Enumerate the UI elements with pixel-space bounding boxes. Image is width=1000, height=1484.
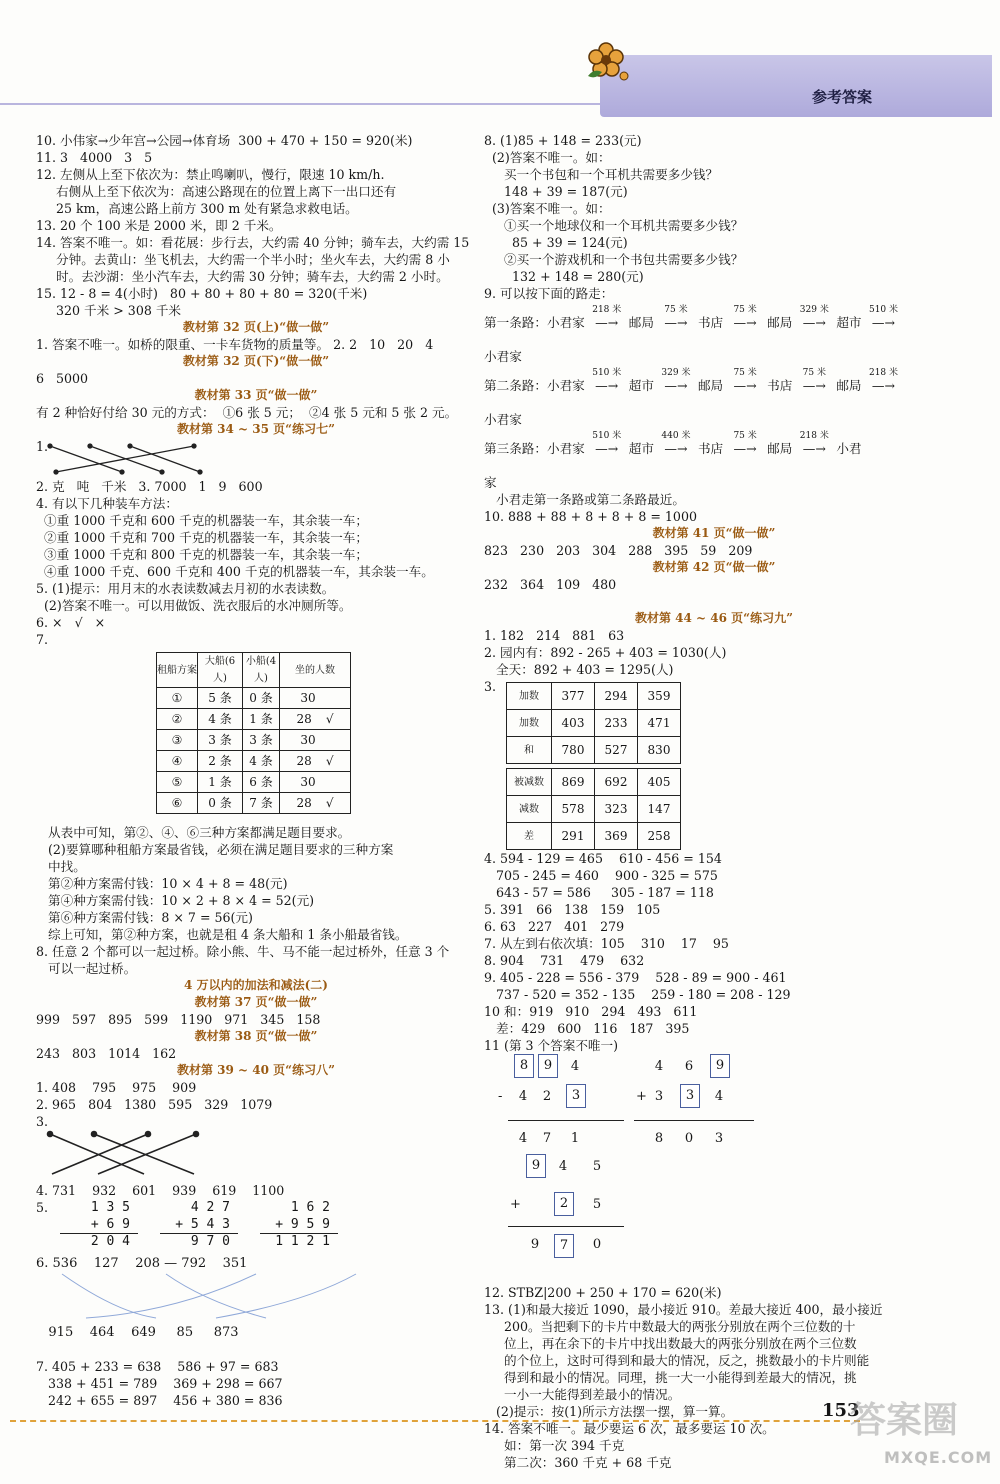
puzzle-digit: 5	[592, 1197, 602, 1212]
table-cell: 6 条	[243, 772, 280, 793]
arrow-icon: —→	[733, 378, 757, 393]
question-number: 3.	[484, 679, 497, 694]
puzzle-box: 2	[554, 1192, 574, 1216]
section-title: 教材第 32 页(下)“做一做”	[182, 354, 330, 368]
flower-icon	[578, 38, 634, 86]
route-label: 第一条路：小君家	[484, 315, 585, 330]
table-cell: ②	[157, 709, 198, 730]
route-end: 小君家	[484, 412, 522, 427]
arrow-icon: —→	[664, 315, 688, 330]
answer-line: 时。去沙湖：坐小汽车去，大约需 30 分钟；骑车去，大约需 2 小时。	[36, 269, 449, 284]
route-arrow	[585, 368, 629, 394]
route-arrow	[862, 368, 906, 394]
answer-line: 综上可知，第②种方案，也就是租 4 条大船和 1 条小船最省钱。	[36, 927, 408, 942]
answer-line: 7. 405 + 233 = 638 586 + 97 = 683	[36, 1359, 279, 1374]
header-rule	[0, 103, 612, 105]
watermark-url: MXQE.COM	[884, 1448, 993, 1467]
answer-line: 3.	[36, 1114, 49, 1129]
table-row	[157, 688, 351, 709]
answer-line: 232 364 109 480	[484, 577, 617, 592]
section-title: 教材第 39 ~ 40 页“练习八”	[177, 1063, 335, 1077]
table-header: 大船(6人)	[198, 653, 243, 688]
answer-line: 如：第一次 394 千克	[484, 1438, 625, 1453]
answer-line: 643 - 57 = 586 305 - 187 = 118	[484, 885, 714, 900]
table-cell: 233	[595, 710, 638, 737]
answer-line: 的个位上，这时可得到和最大的情况，反之，挑数最小的卡片则能	[484, 1353, 870, 1368]
puzzle-digit: 0	[684, 1131, 694, 1146]
section-title: 教材第 34 ~ 35 页“练习七”	[177, 422, 335, 436]
route-distance: 75 米	[664, 305, 688, 315]
puzzle-digit: 9	[530, 1237, 540, 1252]
table-cell: ①	[157, 688, 198, 709]
table-cell: 471	[638, 710, 681, 737]
table-cell: ⑤	[157, 772, 198, 793]
table-cell: 830	[638, 737, 681, 764]
answer-line: 第⑥种方案需付钱：8 × 7 = 56(元)	[36, 910, 253, 925]
vertical-sum-row: + 5 4 3	[175, 1217, 230, 1232]
route-distance: 510 米	[868, 305, 899, 315]
answer-line: 4. 594 - 129 = 465 610 - 456 = 154	[484, 851, 722, 866]
answer-line: 10 和：919 910 294 493 611	[484, 1004, 698, 1019]
sum-line	[260, 1233, 338, 1234]
table-cell: ⑥	[157, 793, 198, 814]
answer-line: 15. 12 - 8 = 4(小时) 80 + 80 + 80 + 80 = 320(千米)	[36, 286, 368, 301]
vertical-sum-row: + 6 9	[90, 1217, 130, 1232]
plus-sign: +	[636, 1089, 647, 1104]
left-column	[36, 132, 476, 1409]
table-cell: 323	[595, 796, 638, 823]
table-cell: 291	[552, 823, 595, 850]
route-stop: 书店	[697, 441, 724, 456]
answer-line: 320 千米 > 308 千米	[36, 303, 182, 318]
vertical-sum-row: 1 3 5	[75, 1200, 130, 1215]
table-cell: 差	[507, 823, 552, 850]
answer-line: 7.	[36, 632, 49, 647]
answer-line: 5. 391 66 138 159 105	[484, 902, 661, 917]
puzzle-digit: 4	[570, 1059, 580, 1074]
route-distance: 440 米	[661, 431, 691, 441]
route-distance: 329 米	[799, 305, 829, 315]
answer-line: 8. 任意 2 个都可以一起过桥。除小熊、牛、马不能一起过桥外，任意 3 个	[36, 944, 450, 959]
answer-line: (2)答案不唯一。如：	[484, 150, 611, 165]
puzzle-digit: 3	[654, 1089, 664, 1104]
table-cell: 294	[595, 683, 638, 710]
answer-line: 9. 405 - 228 = 556 - 379 528 - 89 = 900 - 461	[484, 970, 787, 985]
puzzle-digit: 4	[714, 1089, 724, 1104]
route-stop: 小君	[836, 441, 862, 456]
answer-line: 13. (1)和最大接近 1090，最小接近 910。差最大接近 400，最小接近	[484, 1302, 883, 1317]
table-cell: 377	[552, 683, 595, 710]
answer-line: 8. (1)85 + 148 = 233(元)	[484, 133, 642, 148]
section-title: 教材第 37 页“做一做”	[194, 995, 318, 1009]
table-header: 坐的人数	[280, 653, 351, 688]
answer-line: 6. × √ ×	[36, 615, 106, 630]
answer-line: 999 597 895 599 1190 971 345 158	[36, 1012, 321, 1027]
puzzle-digit: 0	[592, 1237, 602, 1252]
table-cell: 加数	[507, 710, 552, 737]
answer-line: 右侧从上至下依次为：高速公路现在的位置上离下一出口还有	[36, 184, 397, 199]
puzzle-box: 9	[710, 1054, 730, 1078]
matching-lines	[44, 438, 224, 478]
table-cell: 0 条	[243, 688, 280, 709]
vertical-sum-row: 4 2 7	[175, 1200, 230, 1215]
answer-line: 338 + 451 = 789 369 + 298 = 667	[36, 1376, 283, 1391]
answer-line: 13. 20 个 100 米是 2000 米，即 2 千米。	[36, 218, 282, 233]
answer-line: 4. 有以下几种装车方法：	[36, 496, 178, 511]
arrow-icon: —→	[871, 315, 896, 330]
answer-line: ②重 1000 千克和 700 千克的机器装一车，其余装一车；	[36, 530, 368, 545]
answer-line: ①买一个地球仪和一个耳机共需要多少钱？	[484, 218, 744, 233]
route-arrow	[792, 305, 836, 331]
table-row	[507, 823, 681, 850]
route-arrow	[792, 368, 836, 394]
route-row	[484, 365, 944, 411]
table-cell: 578	[552, 796, 595, 823]
answer-line: 14. 答案不唯一。最少要运 6 次，最多要运 10 次。	[484, 1421, 775, 1436]
table-cell: 3 条	[243, 730, 280, 751]
subtraction-table	[506, 768, 681, 850]
question-number: 1.	[36, 439, 49, 454]
route-stop: 邮局	[767, 441, 793, 456]
route-label: 第三条路：小君家	[484, 441, 585, 456]
arrow-icon: —→	[664, 378, 688, 393]
route-row	[484, 428, 944, 474]
route-distance: 218 米	[592, 305, 622, 315]
route-arrow	[792, 431, 836, 457]
check-mark: √	[325, 711, 334, 726]
sum-line	[634, 1120, 754, 1121]
table-cell: ④	[157, 751, 198, 772]
puzzle-box: 8	[514, 1054, 534, 1078]
sum-line	[160, 1233, 238, 1234]
puzzle-digit: 4	[518, 1089, 528, 1104]
table-row	[507, 737, 681, 764]
sum-line	[508, 1226, 624, 1227]
table-cell	[280, 730, 351, 751]
answer-line: (2)答案不唯一。可以用做饭、洗衣服后的水冲厕所等。	[36, 598, 352, 613]
table-cell	[280, 688, 351, 709]
table-cell: 403	[552, 710, 595, 737]
table-cell	[280, 751, 351, 772]
section-title: 教材第 38 页“做一做”	[194, 1029, 318, 1043]
answer-line: 10. 888 + 88 + 8 + 8 + 8 = 1000	[484, 509, 697, 524]
answer-line: (2)提示：按(1)所示方法摆一摆，算一算。	[484, 1404, 734, 1419]
route-stop: 邮局	[697, 378, 724, 393]
answer-line: 差：429 600 116 187 395	[484, 1021, 690, 1036]
answer-line: 737 - 520 = 352 - 135 259 - 180 = 208 - 129	[484, 987, 791, 1002]
answer-line: 14. 答案不唯一。如：看花展：步行去，大约需 40 分钟；骑车去，大约需 15	[36, 235, 470, 250]
answer-line: (3)答案不唯一。如：	[484, 201, 611, 216]
route-stop: 超市	[628, 441, 654, 456]
table-cell: 7 条	[243, 793, 280, 814]
sum-line	[60, 1233, 138, 1234]
addition-table	[506, 682, 681, 764]
arrow-icon: —→	[733, 315, 757, 330]
route-distance: 218 米	[799, 431, 829, 441]
right-column	[484, 132, 944, 1471]
route-stop: 邮局	[628, 315, 654, 330]
route-end: 小君家	[484, 349, 522, 364]
route-distance: 510 米	[592, 431, 622, 441]
route-arrow	[723, 305, 767, 331]
table-cell: 加数	[507, 683, 552, 710]
table-row	[157, 730, 351, 751]
puzzle-digit: 2	[542, 1089, 552, 1104]
vertical-sum-row: 1 1 2 1	[275, 1234, 330, 1249]
puzzle-digit: 3	[714, 1131, 724, 1146]
table-cell: 369	[595, 823, 638, 850]
table-row	[157, 709, 351, 730]
arrow-icon: —→	[595, 441, 619, 456]
answer-line: 全天：892 + 403 = 1295(人)	[484, 662, 674, 677]
table-cell	[280, 709, 351, 730]
puzzle-digit: 7	[542, 1131, 552, 1146]
answer-line: 11. 3 4000 3 5	[36, 150, 153, 165]
answer-line: 2. 965 804 1380 595 329 1079	[36, 1097, 273, 1112]
table-cell: 359	[638, 683, 681, 710]
header-band	[600, 55, 992, 117]
table-cell: 780	[552, 737, 595, 764]
answer-line: 6 5000	[36, 371, 89, 386]
puzzle-digit: 4	[558, 1159, 568, 1174]
puzzle-box: 9	[526, 1154, 546, 1178]
table-cell: 0 条	[198, 793, 243, 814]
puzzle-digit: 6	[684, 1059, 694, 1074]
route-distance: 75 米	[802, 368, 826, 378]
answer-line: 1. 408 795 975 909	[36, 1080, 197, 1095]
answer-line: 243 803 1014 162	[36, 1046, 177, 1061]
answer-line: 2. 克 吨 千米 3. 7000 1 9 600	[36, 479, 263, 494]
answer-line: 6. 536 127 208 — 792 351	[36, 1256, 248, 1271]
table-cell: 4 条	[198, 709, 243, 730]
answer-line: ①重 1000 千克和 600 千克的机器装一车，其余装一车；	[36, 513, 368, 528]
arrow-icon: —→	[595, 378, 619, 393]
puzzle-box: 3	[566, 1084, 586, 1108]
table-cell: 869	[552, 769, 595, 796]
puzzle-digit: 4	[518, 1131, 528, 1146]
table-row	[507, 710, 681, 737]
answer-line: 可以一起过桥。	[36, 961, 137, 976]
section-title: 教材第 33 页“做一做”	[194, 388, 318, 402]
answer-line: 买一个书包和一个耳机共需要多少钱？	[484, 167, 719, 182]
people-count: 30	[300, 774, 316, 789]
table-row	[157, 793, 351, 814]
answer-line: ③重 1000 千克和 800 千克的机器装一车，其余装一车；	[36, 547, 368, 562]
answer-line: ④重 1000 千克、600 千克和 400 千克的机器装一车，其余装一车。	[36, 564, 434, 579]
answer-line: 中找。	[36, 859, 86, 874]
answer-line: 10. 小伟家→少年宫→公园→体育场 300 + 470 + 150 = 920(米)	[36, 133, 413, 148]
table-cell: 405	[638, 769, 681, 796]
answer-line: 4. 731 932 601 939 619 1100	[36, 1183, 285, 1198]
sum-line	[508, 1120, 624, 1121]
puzzle-digit: 8	[654, 1131, 664, 1146]
route-distance: 75 米	[733, 431, 757, 441]
route-stop: 书店	[767, 378, 793, 393]
answer-line: (2)要算哪种租船方案最省钱，必须在满足题目要求的三种方案	[36, 842, 394, 857]
route-arrow	[585, 431, 629, 457]
table-cell: 258	[638, 823, 681, 850]
route-arrow	[862, 305, 906, 331]
table-cell: 2 条	[198, 751, 243, 772]
answer-line: 第二次：360 千克 + 68 千克	[484, 1455, 672, 1470]
check-mark: √	[325, 795, 334, 810]
answer-line: 242 + 655 = 897 456 + 380 = 836	[36, 1393, 283, 1408]
route-arrow	[723, 431, 767, 457]
page-number: 153	[822, 1400, 860, 1421]
table-cell	[280, 793, 351, 814]
puzzle-box: 9	[538, 1054, 558, 1078]
route-arrow	[585, 305, 629, 331]
matching-diagram	[36, 438, 476, 478]
route-arrow	[654, 431, 698, 457]
puzzle-box: 3	[680, 1084, 700, 1108]
answer-line: 位上，再在余下的卡片中找出数最大的两张分别放在两个三位数	[484, 1336, 857, 1351]
table-cell	[280, 772, 351, 793]
route-label: 第二条路：小君家	[484, 378, 585, 393]
answer-line: 从表中可知，第②、④、⑥三种方案都满足题目要求。	[36, 825, 351, 840]
answer-line: 6. 63 227 401 279	[484, 919, 625, 934]
table-row	[507, 683, 681, 710]
table-row	[507, 769, 681, 796]
answer-line: 1. 182 214 881 63	[484, 628, 625, 643]
vertical-sum-row: 2 0 4	[90, 1234, 130, 1249]
route-distance: 75 米	[733, 305, 757, 315]
answer-line: 有 2 种恰好付给 30 元的方式： ①6 张 5 元； ②4 张 5 元和 5 张 2 元。	[36, 405, 458, 420]
section-title: 教材第 41 页“做一做”	[652, 526, 776, 540]
answer-line: 9. 可以按下面的路走：	[484, 286, 614, 301]
table-header: 租船方案	[157, 653, 198, 688]
people-count: 30	[300, 690, 316, 705]
route-distance: 329 米	[661, 368, 691, 378]
arrow-icon: —→	[802, 315, 826, 330]
people-count: 30	[300, 732, 316, 747]
answer-line: 2. 园内有：892 - 265 + 403 = 1030(人)	[484, 645, 727, 660]
puzzle-digit: 4	[654, 1059, 664, 1074]
route-stop: 超市	[628, 378, 654, 393]
section-title: 教材第 44 ~ 46 页“练习九”	[635, 611, 793, 625]
question-number: 5.	[36, 1200, 49, 1215]
answer-line: 25 km，高速公路上前方 300 m 处有紧急求救电话。	[36, 201, 358, 216]
answer-line: 705 - 245 = 460 900 - 325 = 575	[484, 868, 718, 883]
arrow-icon: —→	[802, 378, 826, 393]
route-stop: 书店	[697, 315, 724, 330]
table-cell: 147	[638, 796, 681, 823]
answer-line: 7. 从左到右依次填：105 310 17 95	[484, 936, 729, 951]
arrow-icon: —→	[595, 315, 619, 330]
people-count: 28	[296, 795, 312, 810]
vertical-sum-row: 1 6 2	[275, 1200, 330, 1215]
table-cell: ③	[157, 730, 198, 751]
table-cell: 4 条	[243, 751, 280, 772]
route-stop: 邮局	[836, 378, 862, 393]
arrow-icon: —→	[802, 441, 826, 456]
table-cell: 被减数	[507, 769, 552, 796]
table-row	[507, 796, 681, 823]
plus-sign: +	[510, 1197, 521, 1212]
answer-line: 200。当把剩下的卡片中数最大的两张分别放在两个三位数的十	[484, 1319, 856, 1334]
answer-line: 1. 答案不唯一。如桥的限重、一卡车货物的质量等。 2. 2 10 20 4	[36, 337, 434, 352]
table-cell: 减数	[507, 796, 552, 823]
page-title: 参考答案	[812, 88, 873, 106]
matching-curves	[56, 1272, 376, 1320]
answer-line: 823 230 203 304 288 395 59 209	[484, 543, 753, 558]
vertical-sum-row: 9 7 0	[190, 1234, 230, 1249]
answer-line: 12. STBZ|200 + 250 + 170 = 620(米)	[484, 1285, 722, 1300]
table-cell: 5 条	[198, 688, 243, 709]
answer-line: 85 + 39 = 124(元)	[484, 235, 628, 250]
puzzle-digit: 1	[570, 1131, 580, 1146]
answer-line: 915 464 649 85 873	[36, 1325, 239, 1340]
arrow-icon: —→	[664, 441, 688, 456]
table-cell: 3 条	[198, 730, 243, 751]
answer-line: 得到和最小的情况。同理，挑一大一小能得到差最大的情况，挑	[484, 1370, 857, 1385]
table-cell: 1 条	[198, 772, 243, 793]
route-arrow	[723, 368, 767, 394]
table-cell: 1 条	[243, 709, 280, 730]
route-stop: 邮局	[767, 315, 793, 330]
route-distance: 75 米	[733, 368, 757, 378]
vertical-addition	[36, 1199, 476, 1255]
answer-line: 小君走第一条路或第二条路最近。	[484, 492, 685, 507]
answer-line: 第④种方案需付钱：10 × 2 + 8 × 4 = 52(元)	[36, 893, 315, 908]
answer-line: 12. 左侧从上至下依次为：禁止鸣喇叭，慢行，限速 10 km/h.	[36, 167, 385, 182]
people-count: 28	[296, 753, 312, 768]
digit-puzzles	[484, 1054, 944, 1284]
puzzle-box: 7	[554, 1234, 574, 1258]
matching-lines-3	[44, 1130, 224, 1178]
answer-line: 8. 904 731 479 632	[484, 953, 645, 968]
answer-line: 132 + 148 = 280(元)	[484, 269, 644, 284]
watermark-logo: 答案圈	[850, 1400, 959, 1441]
puzzle-digit: 5	[592, 1159, 602, 1174]
route-end: 家	[484, 475, 497, 490]
section-title: 教材第 42 页“做一做”	[652, 560, 776, 574]
answer-line: 一小一大能得到差最小的情况。	[484, 1387, 681, 1402]
route-arrow	[654, 305, 698, 331]
chapter-title: 4 万以内的加法和减法(二)	[184, 978, 328, 992]
table-row	[157, 772, 351, 793]
route-distance: 218 米	[868, 368, 899, 378]
table-cell: 和	[507, 737, 552, 764]
route-stop: 超市	[836, 315, 862, 330]
answer-line: 分钟。去黄山：坐飞机去，大约需一个半小时；坐火车去，大约需 8 小	[36, 252, 450, 267]
table-cell: 692	[595, 769, 638, 796]
table-row	[157, 751, 351, 772]
answer-line: 第②种方案需付钱：10 × 4 + 8 = 48(元)	[36, 876, 288, 891]
minus-sign: -	[498, 1089, 503, 1104]
arrow-icon: —→	[733, 441, 757, 456]
vertical-sum-row: + 9 5 9	[275, 1217, 330, 1232]
answer-line: ②买一个游戏机和一个书包共需要多少钱？	[484, 252, 744, 267]
footer-rule	[10, 1420, 860, 1422]
table-header: 小船(4人)	[243, 653, 280, 688]
section-title: 教材第 32 页(上)“做一做”	[182, 320, 330, 334]
people-count: 28	[296, 711, 312, 726]
boat-rental-table	[156, 652, 351, 814]
arrow-icon: —→	[871, 378, 896, 393]
route-arrow	[654, 368, 698, 394]
answer-line: 148 + 39 = 187(元)	[484, 184, 628, 199]
answer-line: 5. (1)提示：用月末的水表读数减去月初的水表读数。	[36, 581, 335, 596]
check-mark: √	[325, 753, 334, 768]
table-cell: 527	[595, 737, 638, 764]
route-row	[484, 302, 944, 348]
answer-line: 11 (第 3 个答案不唯一)	[484, 1038, 619, 1053]
route-distance: 510 米	[592, 368, 622, 378]
